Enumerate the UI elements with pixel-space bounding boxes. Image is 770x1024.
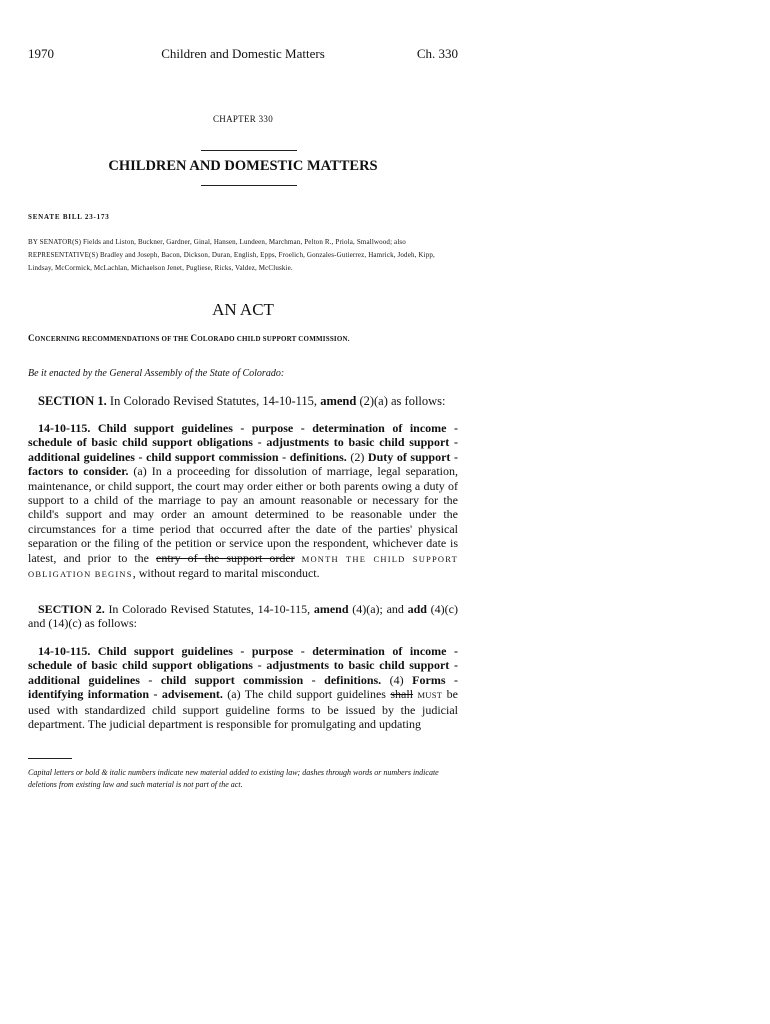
section-1-text-before: In Colorado Revised Statutes, 14-10-115, (106, 394, 321, 408)
section-1-intro (28, 394, 458, 408)
statute-2-text (28, 644, 458, 731)
chapter-reference: Ch. 330 (416, 46, 458, 61)
footnote-rule (28, 758, 72, 759)
section-1-label: SECTION 1. (38, 394, 107, 408)
act-title-cap-1: C (28, 333, 35, 343)
act-title-text-2: OLORADO CHILD SUPPORT COMMISSION. (197, 335, 350, 343)
statute-2-inserted: MUST (417, 690, 443, 701)
section-2-add: add (407, 602, 427, 616)
statute-2-body-1: (a) The child support guidelines (222, 687, 391, 702)
enacting-clause: Be it enacted by the General Assembly of the State of Colorado: (28, 368, 285, 379)
title-rule-bottom (201, 185, 297, 186)
section-1-amend: amend (320, 394, 357, 408)
statute-1-subheading: Duty of support - factors to consider. (28, 449, 458, 479)
chapter-title: CHILDREN AND DOMESTIC MATTERS (108, 158, 378, 174)
title-rule-top (201, 150, 297, 151)
act-title (28, 333, 350, 343)
statute-2-subheading: Forms - identifying information - advisement. (28, 672, 458, 702)
statute-1-sub: (2) (346, 449, 368, 464)
statute-1-body: (a) In a proceeding for dissolution of marriage, legal separation, maintenance, or child support, the court may order either or both parents owing a duty of support to a child of the marriage to pay an amount reasonable or necessary for the child's support and may order an amount determined to be reasonable under the circumstances for a time period that occurred after the date of the parties' physical separation or the filing of the petition or service upon the respondent, whichever date is latest, and prior to the (28, 464, 458, 565)
bill-number: SENATE BILL 23-173 (28, 213, 110, 221)
section-2-label: SECTION 2. (38, 602, 105, 616)
section-1-text-after: (2)(a) as follows: (356, 394, 446, 408)
statute-1-text (28, 421, 458, 581)
statute-2-deleted: shall (390, 687, 414, 702)
act-title-text-1: ONCERNING RECOMMENDATIONS OF THE (34, 335, 191, 343)
page-number: 1970 (28, 46, 54, 61)
act-title-cap-2: C (190, 333, 198, 343)
section-2-text-3: (4)(c) and (14)(c) as follows: (28, 602, 458, 631)
section-2-amend: amend (313, 602, 349, 616)
running-title: Children and Domestic Matters (161, 46, 325, 61)
statute-2-sub: (4) (381, 672, 413, 687)
running-header (28, 46, 458, 66)
statute-1-heading: 14-10-115. Child support guidelines - purpose - determination of income - schedule of basic child support obligations - adjustments to basic child support - additional guidelines - child support commission - definitions. (28, 421, 458, 464)
section-2-text-1: In Colorado Revised Statutes, 14-10-115, (104, 602, 314, 616)
statute-1-deleted: entry of the support order (156, 550, 295, 565)
statute-1-inserted: MONTH THE CHILD SUPPORT OBLIGATION BEGINS (28, 553, 458, 580)
statute-1-end: , without regard to marital misconduct. (132, 566, 320, 581)
chapter-number: CHAPTER 330 (212, 114, 274, 124)
section-2-intro (28, 602, 458, 631)
footnote: Capital letters or bold & italic numbers indicate new material added to existing law; dashes through words or numbers indicate deletions from existing law and such material is not part of the act. (28, 768, 439, 789)
statute-2-heading: 14-10-115. Child support guidelines - purpose - determination of income - schedule of basic child support obligations - adjustments to basic child support - additional guidelines - child support commission - definitions. (28, 644, 458, 687)
section-2-text-2: (4)(a); and (348, 602, 408, 616)
act-heading: AN ACT (212, 300, 274, 319)
statute-2-body-2: be used with standardized child support guideline forms to be issued by the judicial department. The judicial department is responsible for promulgating and updating (28, 687, 459, 732)
sponsors-list: BY SENATOR(S) Fields and Liston, Buckner, Gardner, Ginal, Hansen, Lundeen, Marchman, Pelton R., Priola, Smallwood; also REPRESENTATIVE(S) Bradley and Joseph, Bacon, Dickson, Duran, English, Epps, Froelich, Gonzales-Gutierrez, Hamrick, Jodeh, Kipp, Lindsay, McCormick, McLachlan, Michaelson Jenet, Pugliese, Ricks, Valdez, McCluskie. (28, 238, 435, 272)
